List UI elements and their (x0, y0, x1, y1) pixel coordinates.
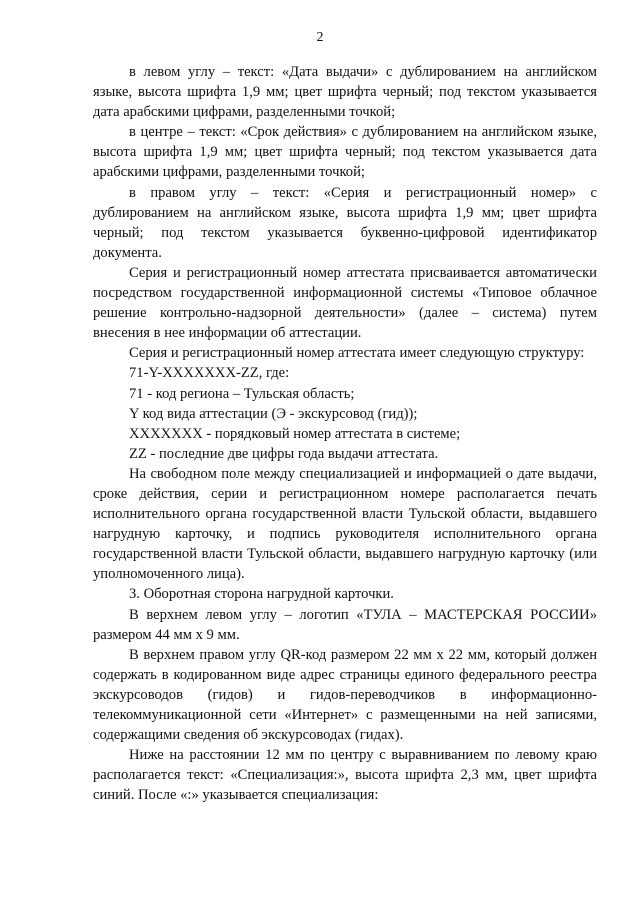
paragraph-validity: в центре – текст: «Срок действия» с дублированием на английском языке, высота шрифта 1,9 мм; цвет шрифта черный; под текстом указывается дата арабскими цифрами, разделенными точкой; (93, 124, 597, 181)
paragraph-seal-signature: На свободном поле между специализацией и информацией о дате выдачи, сроке действия, серии и регистрационном номере располагается печать исполнительного органа государственной власти Тульской области, выдавшего нагрудную карточку, и подпись руководителя исполнительного органа государственной власти Тульской области, выдавшего нагрудную карточку (или уполномоченного лица). (93, 465, 597, 583)
structure-year-digits: ZZ - последние две цифры года выдачи аттестата. (129, 445, 439, 462)
paragraph-specialization: Ниже на расстоянии 12 мм по центру с выравниванием по левому краю располагается текст: «Специализация:», высота шрифта 2,3 мм, цвет шрифта синий. После «:» указывается специализация: (93, 747, 597, 804)
structure-type-code: Y код вида аттестации (Э - экскурсовод (гид)); (129, 405, 418, 422)
paragraph-series-assignment: Серия и регистрационный номер аттестата присваивается автоматически посредством государственной информационной системы «Типовое облачное решение контрольно-надзорной деятельности» (далее – система) путем внесения в нее информации об аттестации. (93, 264, 597, 342)
document-body (93, 62, 597, 805)
structure-sequence-number: XXXXXXX - порядковый номер аттестата в системе; (129, 425, 461, 442)
paragraph-qr-code: В верхнем правом углу QR-код размером 22 мм х 22 мм, который должен содержать в кодированном виде адрес страницы единого федерального реестра экскурсоводов (гидов) и гидов-переводчиков в информационно-телекоммуникационной сети «Интернет» с размещенными на ней записями, содержащими сведения об экскурсоводах (гидах). (93, 646, 597, 744)
page-number: 2 (316, 30, 324, 45)
paragraph-series-number: в правом углу – текст: «Серия и регистрационный номер» с дублированием на английском языке, высота шрифта 1,9 мм; цвет шрифта черный; под текстом указывается буквенно-цифровой идентификатор документа. (93, 184, 597, 261)
paragraph-structure-intro: Серия и регистрационный номер аттестата имеет следующую структуру: (129, 345, 585, 362)
structure-pattern: 71-Y-XXXXXXX-ZZ, где: (129, 365, 290, 382)
paragraph-issue-date: в левом углу – текст: «Дата выдачи» с дублированием на английском языке, высота шрифта 1,9 мм; цвет шрифта черный; под текстом указывается дата арабскими цифрами, разделенными точкой; (93, 64, 597, 121)
section-back-side-heading: 3. Оборотная сторона нагрудной карточки. (129, 586, 394, 603)
paragraph-logo: В верхнем левом углу – логотип «ТУЛА – МАСТЕРСКАЯ РОССИИ» размером 44 мм х 9 мм. (93, 606, 597, 643)
structure-region-code: 71 - код региона – Тульская область; (129, 385, 355, 402)
